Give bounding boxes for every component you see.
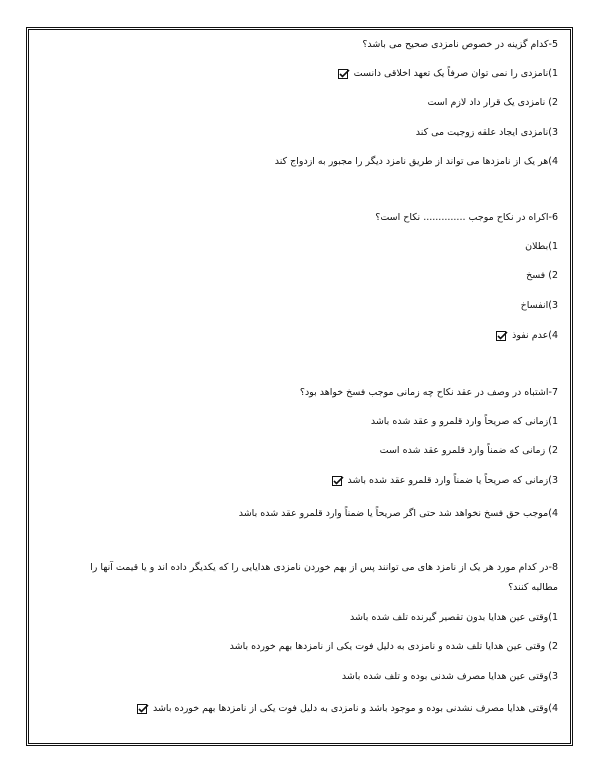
option-text: 3)زمانی که صریحاً یا ضمناً وارد قلمرو عقد شده باشد bbox=[347, 475, 558, 486]
question-7-option-2[interactable]: 2) زمانی که ضمناً وارد قلمرو عقد شده است bbox=[379, 445, 558, 456]
option-text: 4)وقتی هدایا مصرف نشدنی بوده و موجود باشد و نامزدی به دلیل فوت یکی از نامزدها بهم خورده باشد bbox=[152, 703, 558, 714]
question-5-option-3[interactable]: 3)نامزدی ایجاد علقه زوجیت می کند bbox=[415, 127, 558, 138]
question-6-option-4[interactable] bbox=[496, 329, 558, 343]
checked-box-icon bbox=[496, 331, 508, 341]
question-8-option-4[interactable] bbox=[137, 702, 558, 716]
option-text: 1)نامزدی را نمی توان صرفاً یک تعهد اخلاقی دانست bbox=[353, 68, 558, 79]
question-8-title: 8-در کدام مورد هر یک از نامزد های می توانند پس از بهم خوردن نامزدی هدایایی را که یکدیگر داده اند و یا قیمت آنها را مطالبه کنند؟ bbox=[90, 562, 558, 593]
question-7-option-3[interactable] bbox=[332, 474, 558, 488]
question-6-option-1[interactable]: 1)بطلان bbox=[525, 241, 558, 252]
question-5-option-1[interactable] bbox=[338, 67, 558, 81]
question-5-option-4[interactable]: 4)هر یک از نامزدها می تواند از طریق نامزد دیگر را مجبور به ازدواج کند bbox=[274, 156, 558, 167]
question-5-option-2[interactable]: 2) نامزدی یک قرار داد لازم است bbox=[427, 97, 558, 108]
question-7-title: 7-اشتباه در وصف در عقد نکاح چه زمانی موجب فسخ خواهد بود؟ bbox=[299, 387, 558, 398]
checked-box-icon bbox=[338, 69, 350, 79]
checked-box-icon bbox=[332, 476, 344, 486]
question-7-option-4[interactable]: 4)موجب حق فسخ نخواهد شد حتی اگر صریحاً یا ضمناً وارد قلمرو عقد شده باشد bbox=[238, 508, 558, 519]
question-8-option-1[interactable]: 1)وقتی عین هدایا بدون تقصیر گیرنده تلف شده باشد bbox=[349, 612, 558, 623]
question-8-option-3[interactable]: 3)وقتی عین هدایا مصرف شدنی بوده و تلف شده باشد bbox=[341, 671, 558, 682]
question-6-option-3[interactable]: 3)انفساخ bbox=[520, 300, 558, 311]
question-6-title: 6-اکراه در نکاح موجب .............. نکاح است؟ bbox=[375, 212, 558, 223]
option-text: 4)عدم نفوذ bbox=[512, 330, 558, 341]
question-6-option-2[interactable]: 2) فسخ bbox=[526, 270, 558, 281]
question-5-title: 5-کدام گزینه در خصوص نامزدی صحیح می باشد؟ bbox=[362, 39, 558, 50]
checked-box-icon bbox=[137, 704, 149, 714]
question-7-option-1[interactable]: 1)زمانی که صریحاً وارد قلمرو و عقد شده باشد bbox=[370, 416, 558, 427]
question-8-option-2[interactable]: 2) وقتی عین هدایا تلف شده و نامزدی به دلیل فوت یکی از نامزدها بهم خورده باشد bbox=[229, 641, 558, 652]
